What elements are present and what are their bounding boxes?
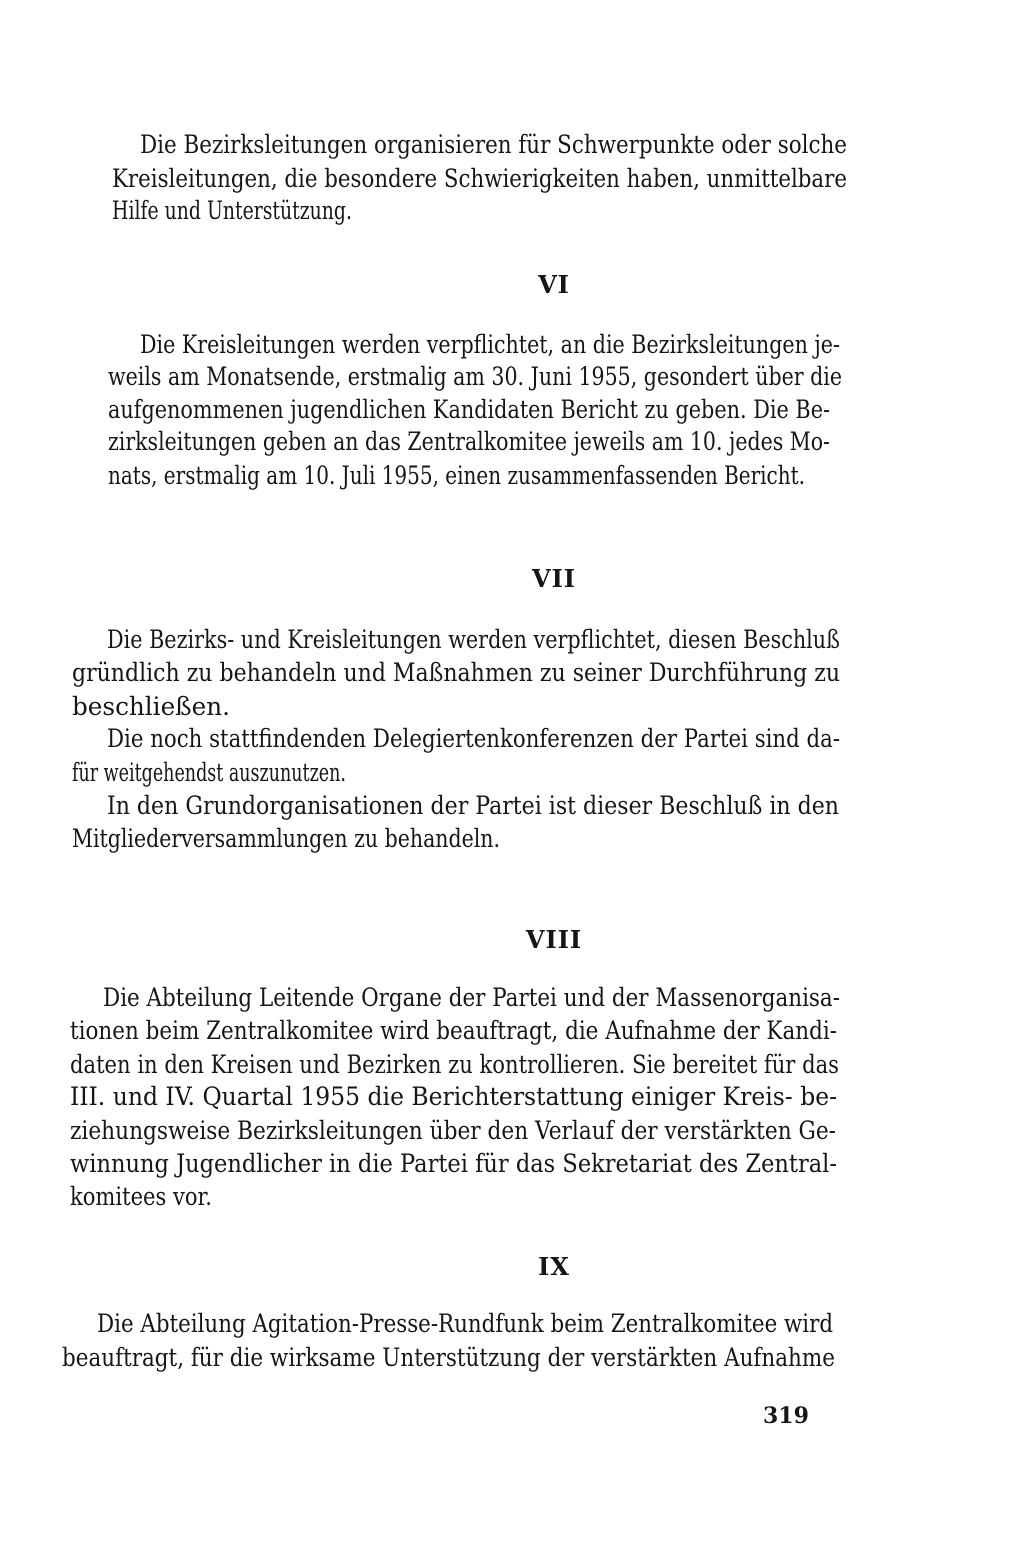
text-line: ziehungsweise Bezirksleitungen über den Verlauf der verstärkten Ge- xyxy=(70,1116,836,1145)
page-number: 319 xyxy=(763,1403,809,1429)
text-line: nats, erstmalig am 10. Juli 1955, einen zusammenfassenden Bericht. xyxy=(108,461,806,490)
text-line: Die Abteilung Agitation-Presse-Rundfunk beim Zentralkomitee wird xyxy=(97,1309,834,1338)
text-line: weils am Monatsende, erstmalig am 30. Juni 1955, gesondert über die xyxy=(108,362,843,391)
section-heading: VII xyxy=(531,564,577,593)
text-line: daten in den Kreisen und Bezirken zu kontrollieren. Sie bereitet für das xyxy=(70,1050,839,1079)
text-line: komitees vor. xyxy=(70,1182,212,1211)
text-line: für weitgehendst auszunutzen. xyxy=(72,758,346,787)
text-line: tionen beim Zentralkomitee wird beauftragt, die Aufnahme der Kandi- xyxy=(70,1016,837,1045)
text-line: beauftragt, für die wirksame Unterstützung der verstärkten Aufnahme xyxy=(62,1343,835,1372)
text-line: Die Bezirksleitungen organisieren für Schwerpunkte oder solche xyxy=(140,130,847,159)
text-line: Mitgliederversammlungen zu behandeln. xyxy=(72,824,501,853)
text-line: beschließen. xyxy=(72,692,230,721)
text-line: gründlich zu behandeln und Maßnahmen zu seiner Durchführung zu xyxy=(72,658,841,687)
text-line: aufgenommenen jugendlichen Kandidaten Bericht zu geben. Die Be- xyxy=(108,395,831,424)
text-line: Die Abteilung Leitende Organe der Partei und der Massenorganisa- xyxy=(103,983,840,1012)
text-line: Kreisleitungen, die besondere Schwierigkeiten haben, unmittelbare xyxy=(112,164,847,193)
text-line: Hilfe und Unterstützung. xyxy=(112,196,352,225)
section-heading: VI xyxy=(538,270,570,299)
text-line: III. und IV. Quartal 1955 die Berichterstattung einiger Kreis- be- xyxy=(70,1082,838,1111)
text-line: Die Kreisleitungen werden verpflichtet, an die Bezirksleitungen je- xyxy=(140,330,840,359)
text-line: In den Grundorganisationen der Partei ist dieser Beschluß in den xyxy=(107,791,839,820)
section-heading: VIII xyxy=(525,925,583,954)
text-line: winnung Jugendlicher in die Partei für das Sekretariat des Zentral- xyxy=(70,1149,837,1178)
section-heading: IX xyxy=(538,1252,570,1281)
text-line: Die noch stattfindenden Delegiertenkonferenzen der Partei sind da- xyxy=(107,724,841,753)
text-line: Die Bezirks- und Kreisleitungen werden verpflichtet, diesen Beschluß xyxy=(107,625,840,654)
text-line: zirksleitungen geben an das Zentralkomitee jeweils am 10. jedes Mo- xyxy=(108,427,830,456)
